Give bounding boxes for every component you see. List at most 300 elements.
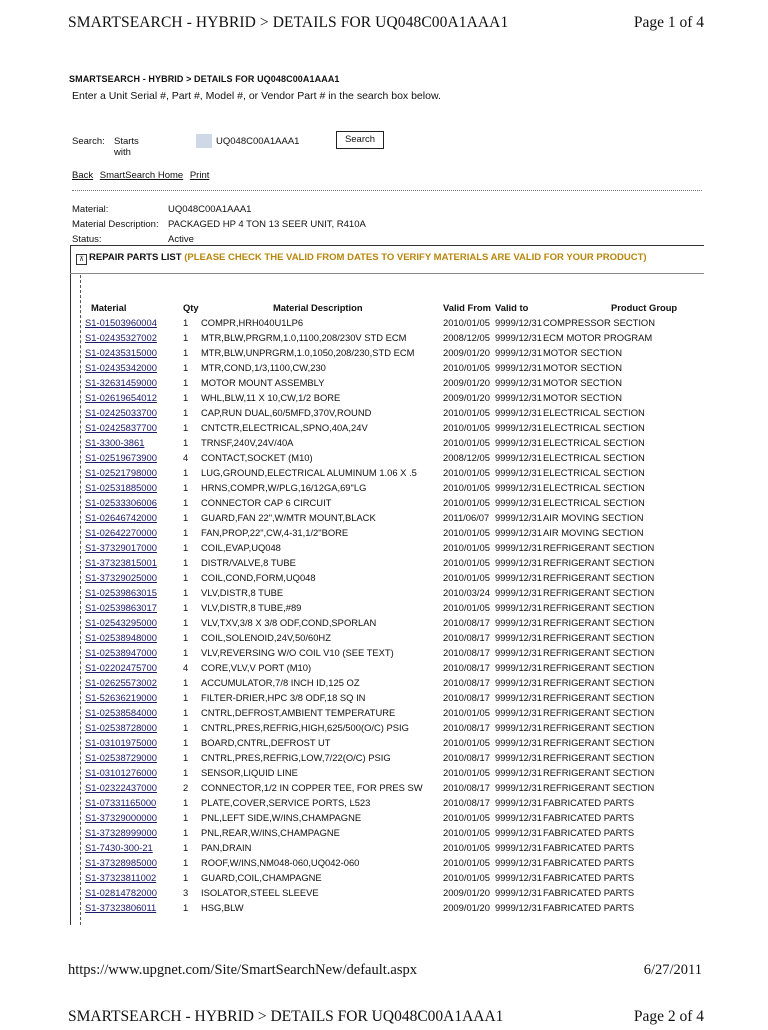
valid-to: 9999/12/31 [495, 902, 542, 913]
valid-from: 2010/01/05 [443, 527, 490, 538]
smartsearch-home-link[interactable]: SmartSearch Home [99, 170, 184, 181]
quantity: 1 [183, 857, 189, 868]
valid-to: 9999/12/31 [495, 677, 542, 688]
part-number-link[interactable]: S1-02202475700 [85, 662, 157, 673]
valid-from: 2010/01/05 [443, 422, 490, 433]
part-number-link[interactable]: S1-02538947000 [85, 647, 157, 658]
valid-to: 9999/12/31 [495, 332, 542, 343]
table-row [85, 855, 693, 870]
quantity: 1 [183, 362, 189, 373]
quantity: 1 [183, 647, 189, 658]
footer-url: https://www.upgnet.com/Site/SmartSearchNew/default.aspx [68, 962, 418, 978]
material-description: COMPR,HRH040U1LP6 [201, 317, 304, 328]
valid-to: 9999/12/31 [495, 317, 542, 328]
material-description: FAN,PROP,22",CW,4-31,1/2"BORE [201, 527, 349, 538]
part-number-link[interactable]: S1-02543295000 [85, 617, 157, 628]
valid-to: 9999/12/31 [495, 797, 542, 808]
part-number-link[interactable]: S1-02539863015 [85, 587, 157, 598]
table-header-row [85, 300, 693, 315]
product-group: REFRIGERANT SECTION [543, 542, 655, 553]
table-row [85, 690, 693, 705]
status-label: Status: [72, 234, 102, 245]
product-group: FABRICATED PARTS [543, 812, 635, 823]
valid-to: 9999/12/31 [495, 557, 542, 568]
valid-from: 2008/12/05 [443, 452, 490, 463]
quantity: 1 [183, 842, 189, 853]
table-row [85, 705, 693, 720]
valid-to: 9999/12/31 [495, 827, 542, 838]
quantity: 1 [183, 497, 189, 508]
column-header-description: Material Description [273, 302, 363, 313]
part-number-link[interactable]: S1-02425033700 [85, 407, 157, 418]
product-group: ELECTRICAL SECTION [543, 452, 645, 463]
valid-to: 9999/12/31 [495, 497, 542, 508]
part-number-link[interactable]: S1-01503960004 [85, 317, 157, 328]
valid-to: 9999/12/31 [495, 602, 542, 613]
part-number-link[interactable]: S1-03101975000 [85, 737, 157, 748]
table-row [85, 885, 693, 900]
divider [72, 190, 702, 191]
table-row [85, 525, 693, 540]
table-row [85, 540, 693, 555]
valid-to: 9999/12/31 [495, 422, 542, 433]
part-number-link[interactable]: S1-02531885000 [85, 482, 157, 493]
valid-from: 2010/01/05 [443, 467, 490, 478]
column-header-valid-to: Valid to [495, 302, 529, 313]
table-row [85, 420, 693, 435]
part-number-link[interactable]: S1-37328999000 [85, 827, 157, 838]
material-info [72, 202, 472, 247]
print-link[interactable]: Print [189, 170, 210, 181]
valid-to: 9999/12/31 [495, 527, 542, 538]
repair-parts-title: REPAIR PARTS LIST [89, 252, 182, 263]
table-row [85, 675, 693, 690]
back-link[interactable]: Back [72, 170, 94, 181]
part-number-link[interactable]: S1-02435342000 [85, 362, 157, 373]
quantity: 1 [183, 617, 189, 628]
material-value: UQ048C00A1AAA1 [168, 204, 252, 215]
product-group: MOTOR SECTION [543, 347, 622, 358]
product-group: MOTOR SECTION [543, 362, 622, 373]
valid-from: 2010/01/05 [443, 872, 490, 883]
table-row [85, 450, 693, 465]
valid-from: 2010/08/17 [443, 752, 490, 763]
parts-table-body [85, 315, 693, 915]
valid-from: 2010/01/05 [443, 557, 490, 568]
table-row [85, 360, 693, 375]
product-group: REFRIGERANT SECTION [543, 617, 655, 628]
table-row [85, 600, 693, 615]
product-group: FABRICATED PARTS [543, 827, 635, 838]
material-description: MTR,BLW,UNPRGRM,1.0,1050,208/230,STD ECM [201, 347, 415, 358]
material-description: WHL,BLW,11 X 10,CW,1/2 BORE [201, 392, 341, 403]
valid-from: 2010/01/05 [443, 362, 490, 373]
valid-to: 9999/12/31 [495, 617, 542, 628]
search-button[interactable]: Search [336, 131, 384, 149]
valid-to: 9999/12/31 [495, 737, 542, 748]
part-number-link[interactable]: S1-32631459000 [85, 377, 157, 388]
material-description: CONNECTOR,1/2 IN COPPER TEE, FOR PRES SW [201, 782, 423, 793]
valid-from: 2010/08/17 [443, 692, 490, 703]
material-description: DISTR/VALVE,8 TUBE [201, 557, 296, 568]
valid-from: 2010/01/05 [443, 602, 490, 613]
product-group: REFRIGERANT SECTION [543, 632, 655, 643]
table-row [85, 480, 693, 495]
product-group: REFRIGERANT SECTION [543, 572, 655, 583]
product-group: REFRIGERANT SECTION [543, 602, 655, 613]
product-group: REFRIGERANT SECTION [543, 557, 655, 568]
valid-from: 2010/01/05 [443, 572, 490, 583]
part-number-link[interactable]: S1-7430-300-21 [85, 842, 153, 853]
valid-to: 9999/12/31 [495, 662, 542, 673]
page-title: SMARTSEARCH - HYBRID > DETAILS FOR UQ048C00A1AAA1 [69, 74, 340, 84]
valid-from: 2011/06/07 [443, 512, 490, 523]
product-group: ECM MOTOR PROGRAM [543, 332, 653, 343]
product-group: FABRICATED PARTS [543, 887, 635, 898]
table-row [85, 660, 693, 675]
product-group: ELECTRICAL SECTION [543, 437, 645, 448]
quantity: 4 [183, 662, 189, 673]
table-row [85, 840, 693, 855]
part-number-link[interactable]: S1-02814782000 [85, 887, 157, 898]
table-row [85, 390, 693, 405]
valid-from: 2010/08/17 [443, 782, 490, 793]
valid-to: 9999/12/31 [495, 407, 542, 418]
valid-to: 9999/12/31 [495, 512, 542, 523]
panel-inner-border [80, 275, 81, 925]
next-page-number: Page 2 of 4 [633, 1008, 704, 1025]
part-number-link[interactable]: S1-02519673900 [85, 452, 157, 463]
part-number-link[interactable]: S1-52636219000 [85, 692, 157, 703]
valid-to: 9999/12/31 [495, 362, 542, 373]
product-group: REFRIGERANT SECTION [543, 662, 655, 673]
repair-parts-panel [70, 245, 704, 925]
print-header-title: SMARTSEARCH - HYBRID > DETAILS FOR UQ048C00A1AAA1 [68, 14, 509, 31]
material-description: PAN,DRAIN [201, 842, 252, 853]
valid-to: 9999/12/31 [495, 842, 542, 853]
print-header [68, 14, 704, 36]
table-row [85, 345, 693, 360]
product-group: FABRICATED PARTS [543, 842, 635, 853]
part-number-link[interactable]: S1-37328985000 [85, 857, 157, 868]
table-row [85, 465, 693, 480]
valid-to: 9999/12/31 [495, 482, 542, 493]
quantity: 1 [183, 512, 189, 523]
quantity: 1 [183, 587, 189, 598]
quantity: 1 [183, 527, 189, 538]
product-group: AIR MOVING SECTION [543, 527, 644, 538]
material-description: ACCUMULATOR,7/8 INCH ID,125 OZ [201, 677, 360, 688]
material-description: LUG,GROUND,ELECTRICAL ALUMINUM 1.06 X .5 [201, 467, 417, 478]
product-group: REFRIGERANT SECTION [543, 767, 655, 778]
status-value: Active [168, 234, 194, 245]
table-row [85, 495, 693, 510]
table-row [85, 615, 693, 630]
material-description: CONTACT,SOCKET (M10) [201, 452, 313, 463]
material-description: PNL,REAR,W/INS,CHAMPAGNE [201, 827, 340, 838]
part-number-link[interactable]: S1-37323815001 [85, 557, 157, 568]
quantity: 1 [183, 407, 189, 418]
table-row [85, 765, 693, 780]
valid-to: 9999/12/31 [495, 587, 542, 598]
part-number-link[interactable]: S1-02533306006 [85, 497, 157, 508]
material-description: COIL,EVAP,UQ048 [201, 542, 281, 553]
column-header-material: Material [91, 302, 127, 313]
material-description: HSG,BLW [201, 902, 244, 913]
panel-border-top [70, 245, 704, 246]
valid-to: 9999/12/31 [495, 782, 542, 793]
part-number-link[interactable]: S1-02646742000 [85, 512, 157, 523]
material-description: MTR,COND,1/3,1100,CW,230 [201, 362, 326, 373]
material-description: VLV,TXV,3/8 X 3/8 ODF,COND,SPORLAN [201, 617, 377, 628]
valid-from: 2010/08/17 [443, 677, 490, 688]
product-group: REFRIGERANT SECTION [543, 722, 655, 733]
part-number-link[interactable]: S1-37323806011 [85, 902, 157, 913]
quantity: 1 [183, 377, 189, 388]
table-row [85, 630, 693, 645]
quantity: 1 [183, 332, 189, 343]
material-description: BOARD,CNTRL,DEFROST UT [201, 737, 331, 748]
part-number-link[interactable]: S1-02642270000 [85, 527, 157, 538]
valid-from: 2009/01/20 [443, 347, 490, 358]
quantity: 1 [183, 677, 189, 688]
material-description: VLV,REVERSING W/O COIL V10 (SEE TEXT) [201, 647, 394, 658]
table-row [85, 750, 693, 765]
quantity: 1 [183, 317, 189, 328]
material-description: VLV,DISTR,8 TUBE [201, 587, 284, 598]
quantity: 1 [183, 722, 189, 733]
valid-from: 2010/08/17 [443, 632, 490, 643]
valid-from: 2010/01/05 [443, 857, 490, 868]
part-number-link[interactable]: S1-02625573002 [85, 677, 157, 688]
part-number-link[interactable]: S1-02425837700 [85, 422, 157, 433]
product-group: ELECTRICAL SECTION [543, 407, 645, 418]
part-number-link[interactable]: S1-02435315000 [85, 347, 157, 358]
quantity: 1 [183, 602, 189, 613]
valid-from: 2009/01/20 [443, 392, 490, 403]
part-number-link[interactable]: S1-02539863017 [85, 602, 157, 613]
table-row [85, 780, 693, 795]
quantity: 1 [183, 392, 189, 403]
valid-from: 2010/01/05 [443, 812, 490, 823]
valid-to: 9999/12/31 [495, 812, 542, 823]
valid-to: 9999/12/31 [495, 692, 542, 703]
quantity: 1 [183, 797, 189, 808]
material-description: FILTER-DRIER,HPC 3/8 ODF,18 SQ IN [201, 692, 366, 703]
valid-to: 9999/12/31 [495, 887, 542, 898]
valid-from: 2010/01/05 [443, 437, 490, 448]
part-number-link[interactable]: S1-37329025000 [85, 572, 157, 583]
quantity: 1 [183, 557, 189, 568]
quantity: 1 [183, 752, 189, 763]
product-group: REFRIGERANT SECTION [543, 707, 655, 718]
quantity: 1 [183, 467, 189, 478]
table-row [85, 585, 693, 600]
part-number-link[interactable]: S1-02322437000 [85, 782, 157, 793]
table-row [85, 870, 693, 885]
material-description: COIL,COND,FORM,UQ048 [201, 572, 316, 583]
part-number-link[interactable]: S1-02538948000 [85, 632, 157, 643]
parts-table [85, 300, 693, 915]
table-row [85, 405, 693, 420]
table-row [85, 555, 693, 570]
valid-from: 2010/01/05 [443, 482, 490, 493]
quantity: 1 [183, 812, 189, 823]
quantity: 4 [183, 452, 189, 463]
product-group: REFRIGERANT SECTION [543, 692, 655, 703]
product-group: REFRIGERANT SECTION [543, 737, 655, 748]
valid-from: 2010/01/05 [443, 542, 490, 553]
material-description: CNTRL,PRES,REFRIG,HIGH,625/500(O/C) PSIG [201, 722, 409, 733]
repair-parts-warning: (PLEASE CHECK THE VALID FROM DATES TO VERIFY MATERIALS ARE VALID FOR YOUR PRODUCT) [184, 252, 647, 263]
product-group: FABRICATED PARTS [543, 902, 635, 913]
table-row [85, 900, 693, 915]
valid-to: 9999/12/31 [495, 542, 542, 553]
product-group: REFRIGERANT SECTION [543, 587, 655, 598]
material-description-label: Material Description: [72, 219, 159, 230]
next-page-title: SMARTSEARCH - HYBRID > DETAILS FOR UQ048C00A1AAA1 [68, 1008, 504, 1025]
valid-to: 9999/12/31 [495, 872, 542, 883]
quantity: 1 [183, 707, 189, 718]
valid-from: 2010/08/17 [443, 662, 490, 673]
valid-from: 2009/01/20 [443, 887, 490, 898]
material-description: SENSOR,LIQUID LINE [201, 767, 298, 778]
part-number-link[interactable]: S1-02619654012 [85, 392, 157, 403]
material-description: COIL,SOLENOID,24V,50/60HZ [201, 632, 331, 643]
valid-from: 2010/01/05 [443, 827, 490, 838]
part-number-link[interactable]: S1-03101276000 [85, 767, 157, 778]
material-description: HRNS,COMPR,W/PLG,16/12GA,69"LG [201, 482, 367, 493]
product-group: REFRIGERANT SECTION [543, 752, 655, 763]
valid-from: 2010/01/05 [443, 842, 490, 853]
quantity: 1 [183, 437, 189, 448]
product-group: ELECTRICAL SECTION [543, 482, 645, 493]
material-description: MOTOR MOUNT ASSEMBLY [201, 377, 325, 388]
product-group: ELECTRICAL SECTION [543, 422, 645, 433]
valid-from: 2010/01/05 [443, 407, 490, 418]
quantity: 1 [183, 872, 189, 883]
valid-from: 2010/01/05 [443, 317, 490, 328]
part-number-link[interactable]: S1-37329017000 [85, 542, 157, 553]
part-number-link[interactable]: S1-37323811002 [85, 872, 157, 883]
valid-to: 9999/12/31 [495, 377, 542, 388]
panel-header-divider [70, 273, 704, 274]
material-description: TRNSF,240V,24V/40A [201, 437, 294, 448]
table-row [85, 795, 693, 810]
product-group: MOTOR SECTION [543, 392, 622, 403]
valid-from: 2010/08/17 [443, 722, 490, 733]
valid-to: 9999/12/31 [495, 752, 542, 763]
search-input[interactable]: UQ048C00A1AAA1 [216, 136, 300, 147]
valid-to: 9999/12/31 [495, 452, 542, 463]
material-description: MTR,BLW,PRGRM,1.0,1100,208/230V STD ECM [201, 332, 407, 343]
valid-from: 2010/01/05 [443, 707, 490, 718]
product-group: ELECTRICAL SECTION [543, 467, 645, 478]
material-description: GUARD,FAN 22",W/MTR MOUNT,BLACK [201, 512, 376, 523]
quantity: 1 [183, 422, 189, 433]
panel-border-left [70, 245, 71, 925]
quantity: 1 [183, 767, 189, 778]
material-description-value: PACKAGED HP 4 TON 13 SEER UNIT, R410A [168, 219, 366, 230]
part-number-link[interactable]: S1-3300-3861 [85, 437, 145, 448]
material-description: CONNECTOR CAP 6 CIRCUIT [201, 497, 332, 508]
part-number-link[interactable]: S1-02521798000 [85, 467, 157, 478]
valid-to: 9999/12/31 [495, 347, 542, 358]
valid-from: 2010/01/05 [443, 737, 490, 748]
valid-to: 9999/12/31 [495, 572, 542, 583]
quantity: 1 [183, 542, 189, 553]
valid-from: 2008/12/05 [443, 332, 490, 343]
valid-to: 9999/12/31 [495, 707, 542, 718]
material-description: ISOLATOR,STEEL SLEEVE [201, 887, 319, 898]
material-description: PNL,LEFT SIDE,W/INS,CHAMPAGNE [201, 812, 362, 823]
product-group: REFRIGERANT SECTION [543, 677, 655, 688]
material-description: CNTRL,PRES,REFRIG,LOW,7/22(O/C) PSIG [201, 752, 391, 763]
part-number-link[interactable]: S1-02538729000 [85, 752, 157, 763]
material-description: PLATE,COVER,SERVICE PORTS, L523 [201, 797, 371, 808]
valid-from: 2009/01/20 [443, 377, 490, 388]
product-group: ELECTRICAL SECTION [543, 497, 645, 508]
valid-from: 2010/08/17 [443, 617, 490, 628]
product-group: AIR MOVING SECTION [543, 512, 644, 523]
table-row [85, 825, 693, 840]
material-description: CAP,RUN DUAL,60/5MFD,370V,ROUND [201, 407, 372, 418]
material-description: VLV,DISTR,8 TUBE,#89 [201, 602, 302, 613]
valid-to: 9999/12/31 [495, 632, 542, 643]
quantity: 1 [183, 692, 189, 703]
valid-to: 9999/12/31 [495, 647, 542, 658]
quantity: 1 [183, 632, 189, 643]
product-group: COMPRESSOR SECTION [543, 317, 655, 328]
footer-date: 6/27/2011 [643, 962, 702, 978]
valid-from: 2010/08/17 [443, 797, 490, 808]
part-number-link[interactable]: S1-02538728000 [85, 722, 157, 733]
next-page-header [68, 1008, 704, 1030]
quantity: 1 [183, 827, 189, 838]
part-number-link[interactable]: S1-02435327002 [85, 332, 157, 343]
valid-from: 2009/01/20 [443, 902, 490, 913]
valid-to: 9999/12/31 [495, 857, 542, 868]
quantity: 1 [183, 902, 189, 913]
table-row [85, 810, 693, 825]
quantity: 3 [183, 887, 189, 898]
valid-to: 9999/12/31 [495, 437, 542, 448]
quantity: 1 [183, 482, 189, 493]
dropdown-arrow-icon[interactable] [196, 134, 212, 148]
part-number-link[interactable]: S1-07331165000 [85, 797, 157, 808]
material-description: CNTRL,DEFROST,AMBIENT TEMPERATURE [201, 707, 396, 718]
table-row [85, 330, 693, 345]
expand-icon[interactable]: ⊼ [76, 254, 87, 265]
search-label: Search: [72, 136, 105, 147]
material-label: Material: [72, 204, 109, 215]
part-number-link[interactable]: S1-02538584000 [85, 707, 157, 718]
table-row [85, 435, 693, 450]
product-group: REFRIGERANT SECTION [543, 782, 655, 793]
column-header-product-group: Product Group [611, 302, 678, 313]
product-group: REFRIGERANT SECTION [543, 647, 655, 658]
product-group: FABRICATED PARTS [543, 797, 635, 808]
table-row [85, 510, 693, 525]
valid-from: 2010/01/05 [443, 497, 490, 508]
part-number-link[interactable]: S1-37329000000 [85, 812, 157, 823]
material-description-row [72, 217, 472, 232]
column-header-valid-from: Valid From [443, 302, 491, 313]
quantity: 2 [183, 782, 189, 793]
search-mode-select[interactable]: Starts with [114, 136, 139, 158]
material-description: CNTCTR,ELECTRICAL,SPNO,40A,24V [201, 422, 368, 433]
search-instructions: Enter a Unit Serial #, Part #, Model #, or Vendor Part # in the search box below. [72, 90, 441, 102]
